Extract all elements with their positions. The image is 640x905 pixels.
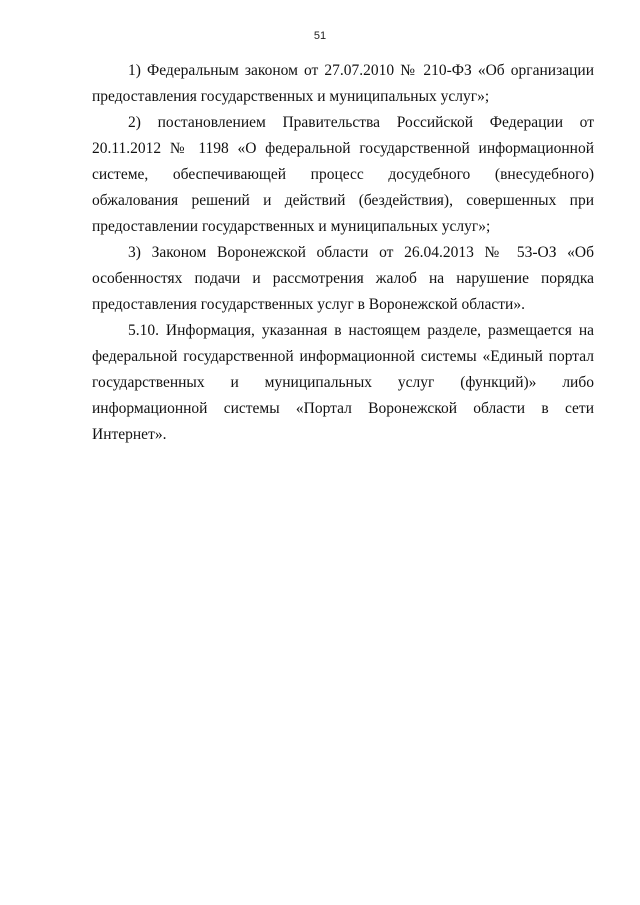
paragraph-section-5-10: 5.10. Информация, указанная в настоящем разделе, размещается на федеральной государственной информационной системы «Единый портал государственных и муниципальных услуг (функций)» либо информационной системы «Портал Воронежской области в сети Интернет».: [92, 322, 594, 443]
paragraph-voronezh-law-53: 3) Законом Воронежской области от 26.04.2013 № 53-ОЗ «Об особенностях подачи и рассмотрения жалоб на нарушение порядка предоставления государственных услуг в Воронежской области».: [92, 244, 594, 313]
page-number: 51: [313, 30, 327, 42]
paragraph-federal-law-210: 1) Федеральным законом от 27.07.2010 № 210-ФЗ «Об организации предоставления государственных и муниципальных услуг»;: [92, 62, 594, 105]
paragraph-government-resolution-1198: 2) постановлением Правительства Российской Федерации от 20.11.2012 № 1198 «О федеральной государственной информационной системе, обеспечивающей процесс досудебного (внесудебного) обжалования решений и действий (бездействия), совершенных при предоставлении государственных и муниципальных услуг»;: [92, 114, 594, 235]
document-body: [92, 58, 594, 448]
